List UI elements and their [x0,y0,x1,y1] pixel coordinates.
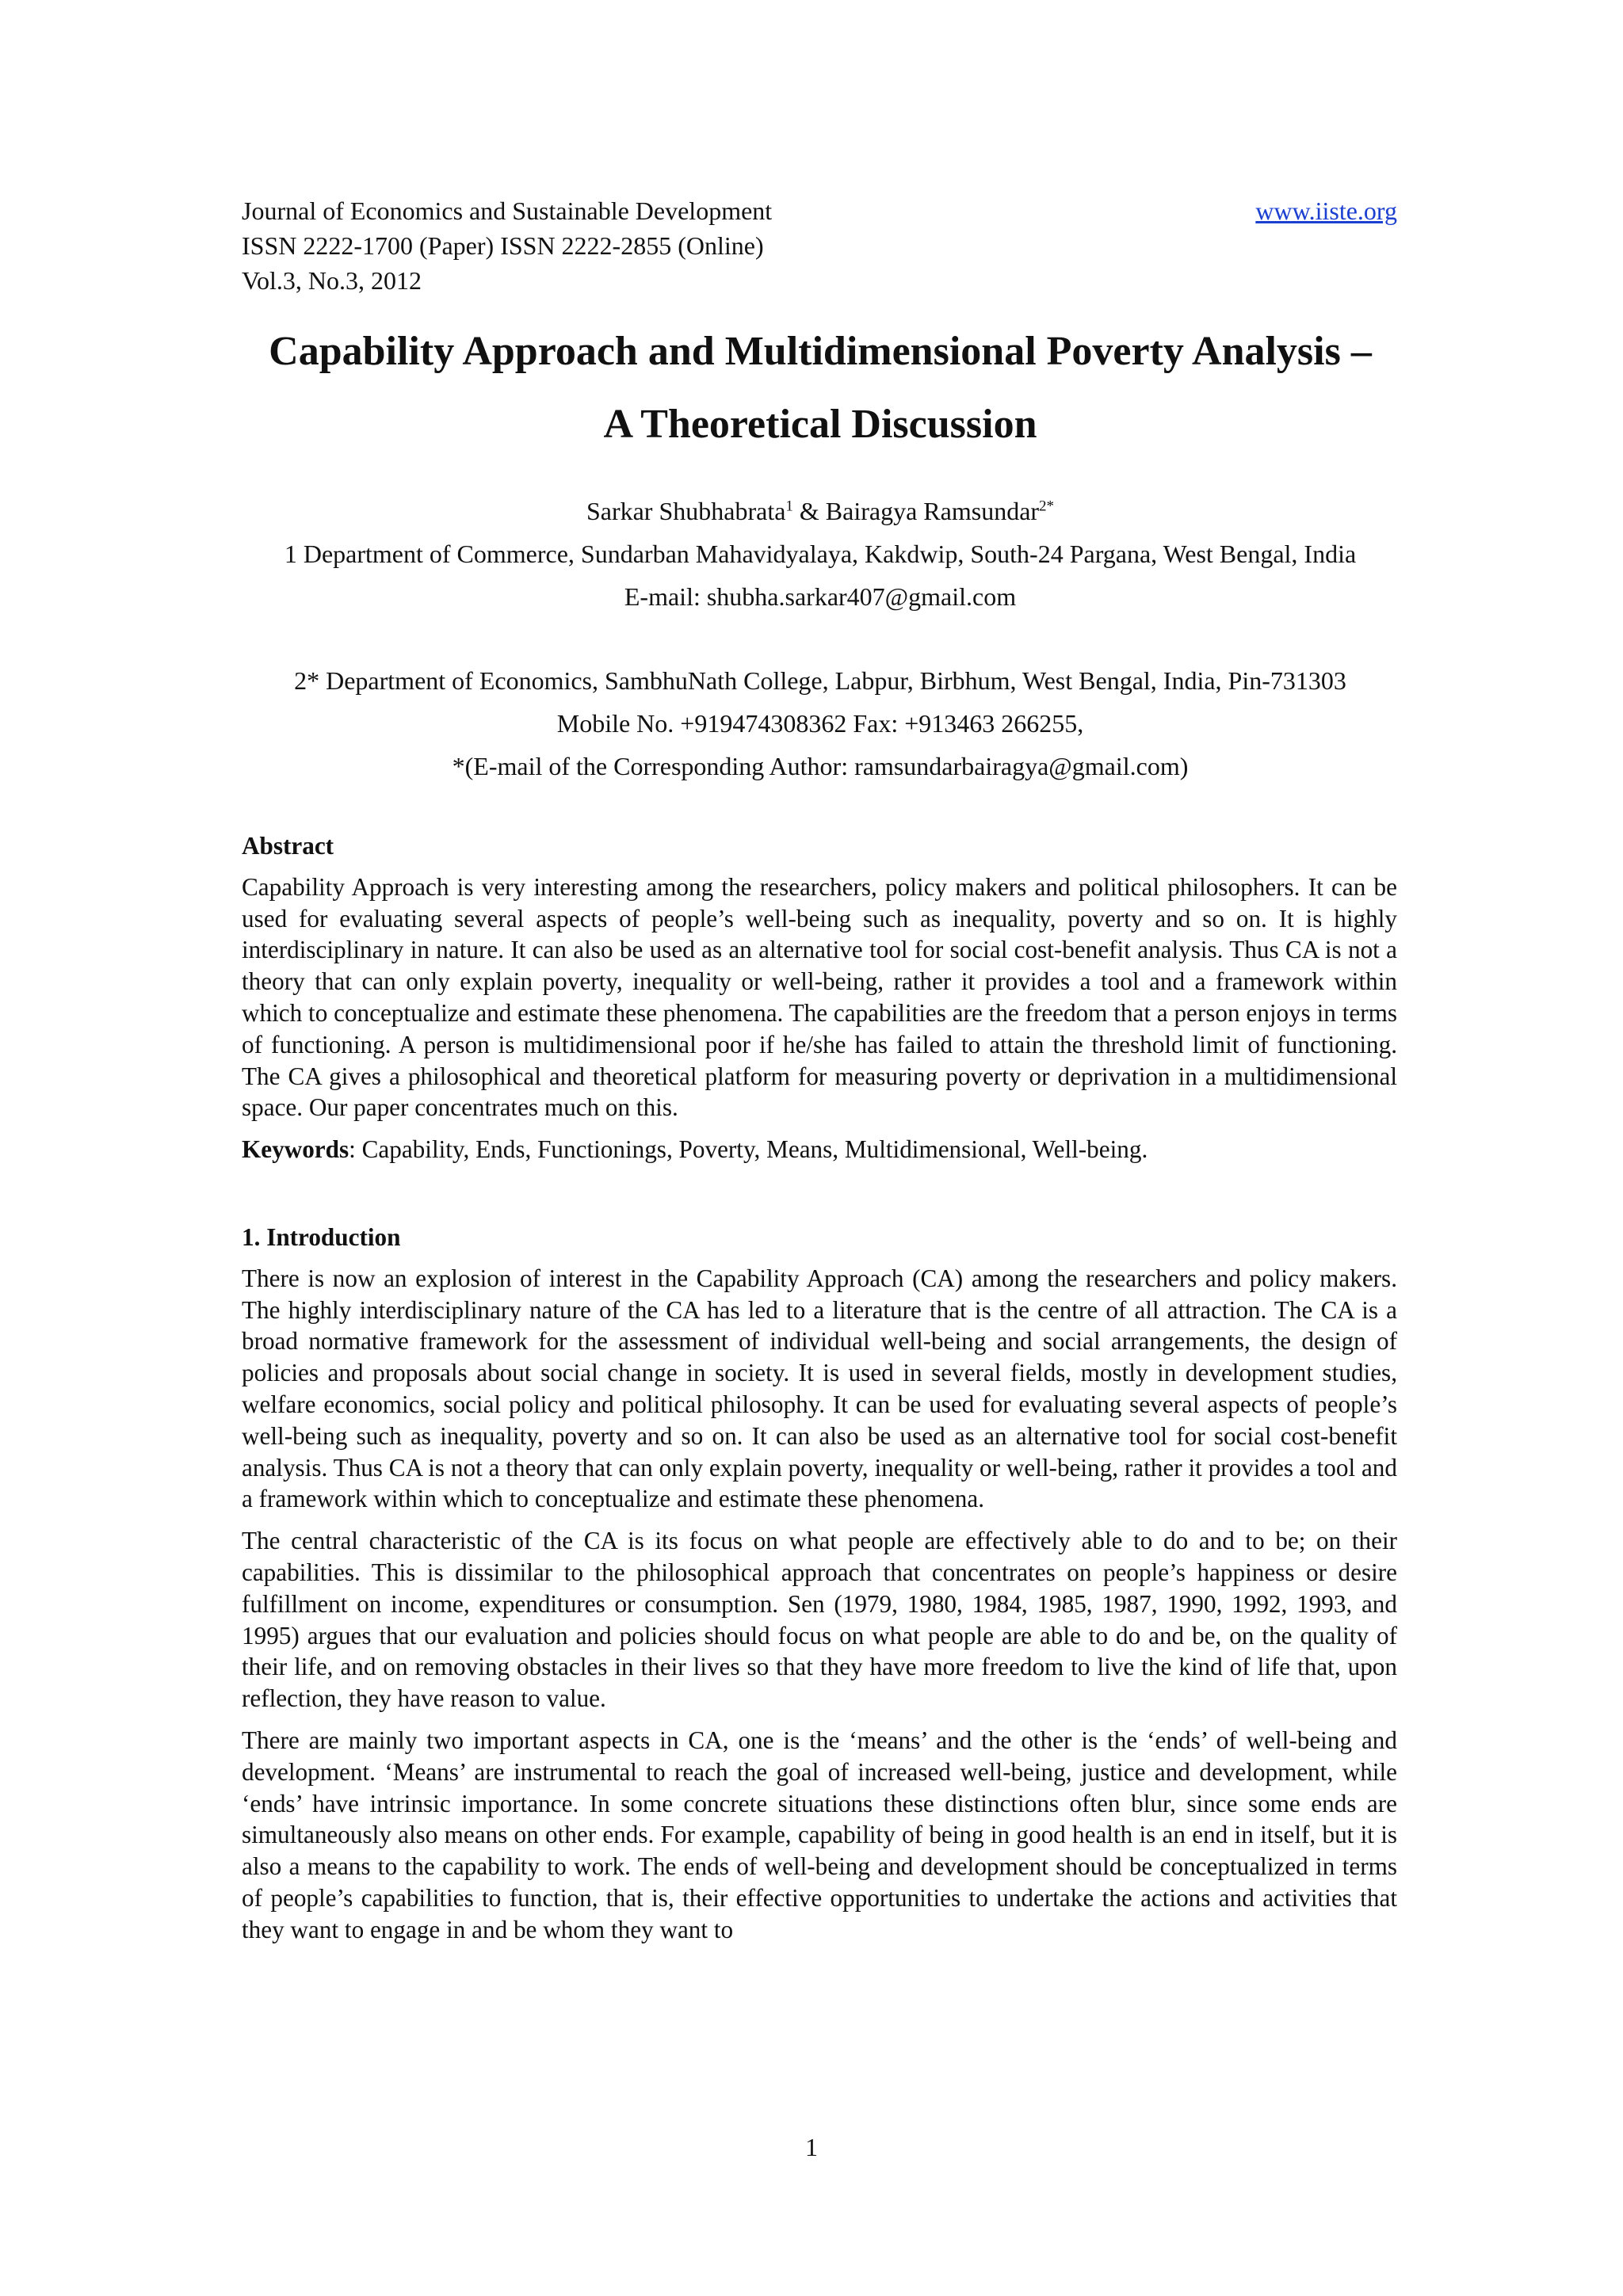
introduction-paragraph-3: There are mainly two important aspects in CA, one is the ‘means’ and the other is the ‘ends’ of well-being and development. ‘Means’ are instrumental to reach the goal of increased well-being, justice and development, while ‘ends’ have intrinsic importance. In some concrete situations these distinctions often blur, since some ends are simultaneously also means on other ends. For example, capability of being in good health is an end in itself, but it is also a means to the capability to work. The ends of well-being and development should be conceptualized in terms of people’s capabilities to function, that is, their effective opportunities to undertake the actions and activities that they want to engage in and be whom they want to [242,1726,1397,1943]
keywords-text: : Capability, Ends, Functionings, Poverty, Means, Multidimensional, Well-being. [349,1135,1148,1164]
author-separator: & [792,497,826,525]
introduction-paragraph-1: There is now an explosion of interest in the Capability Approach (CA) among the researchers and policy makers. The highly interdisciplinary nature of the CA has led to a literature that is the centre of all attraction. The CA is a broad normative framework for the assessment of individual well-being and social arrangements, the design of policies and proposals about social change in society. It is used in several fields, mostly in development studies, welfare economics, social policy and political philosophy. It can be used for evaluating several aspects of people’s well-being such as inequality, poverty and so on. It can also be used as an alternative tool for social cost-benefit analysis. Thus CA is not a theory that can only explain poverty, inequality or well-being, rather it provides a tool and a framework within which to conceptualize and estimate these phenomena. [242,1264,1397,1513]
introduction-heading: 1. Introduction [242,1222,401,1251]
journal-name: Journal of Economics and Sustainable Development [242,196,773,225]
affiliation-2: 2* Department of Economics, SambhuNath College, Labpur, Birbhum, West Bengal, India, Pin-731303 [294,666,1346,695]
journal-issn: ISSN 2222-1700 (Paper) ISSN 2222-2855 (Online) [242,231,764,260]
corresponding-author: *(E-mail of the Corresponding Author: ramsundarbairagya@gmail.com) [452,752,1189,780]
paper-title-line-2: A Theoretical Discussion [603,402,1037,447]
author-names [158,490,1482,532]
email-1: E-mail: shubha.sarkar407@gmail.com [624,582,1017,611]
paper-title [222,315,1419,461]
page-number: 1 [805,2133,818,2161]
keywords [242,1134,1397,1165]
abstract-heading: Abstract [242,832,334,860]
paper-title-line-1: Capability Approach and Multidimensional Poverty Analysis – [269,329,1372,374]
introduction-paragraph-2: The central characteristic of the CA is its focus on what people are effectively able to do and to be; on their capabilities. This is dissimilar to the philosophical approach that concentrates on people’s happiness or desire fulfillment on income, expenditures or consumption. Sen (1979, 1980, 1984, 1985, 1987, 1990, 1992, 1993, and 1995) argues that our evaluation and policies should focus on what people are able to do and be, on the quality of their life, and on removing obstacles in their lives so that they have more freedom to live the kind of life that, upon reflection, they have reason to value. [242,1527,1397,1713]
journal-volume: Vol.3, No.3, 2012 [242,266,422,295]
affiliation-1: 1 Department of Commerce, Sundarban Mahavidyalaya, Kakdwip, South-24 Pargana, West Bengal, India [284,540,1357,568]
contact-2: Mobile No. +919474308362 Fax: +913463 266255, [556,709,1084,738]
journal-header [242,193,1397,298]
author-1-name: Sarkar Shubhabrata [586,497,786,525]
author-2-superscript: 2* [1039,498,1055,515]
author-1-superscript: 1 [785,498,793,515]
journal-website-link[interactable]: www.iiste.org [1255,196,1397,225]
author-2-name: Bairagya Ramsundar [825,497,1040,525]
abstract-text: Capability Approach is very interesting among the researchers, policy makers and political philosophers. It can be used for evaluating several aspects of people’s well-being such as inequality, poverty and so on. It is highly interdisciplinary in nature. It can also be used as an alternative tool for social cost-benefit analysis. Thus CA is not a theory that can only explain poverty, inequality or well-being, rather it provides a tool and a framework within which to conceptualize and estimate these phenomena. The capabilities are the freedom that a person enjoys in terms of functioning. A person is multidimensional poor if he/she has failed to attain the threshold limit of functioning. The CA gives a philosophical and theoretical platform for measuring poverty or deprivation in a multidimensional space. Our paper concentrates much on this. [242,872,1397,1122]
keywords-label: Keywords [242,1135,349,1164]
paper-body [242,830,1397,1956]
author-block [158,490,1482,788]
